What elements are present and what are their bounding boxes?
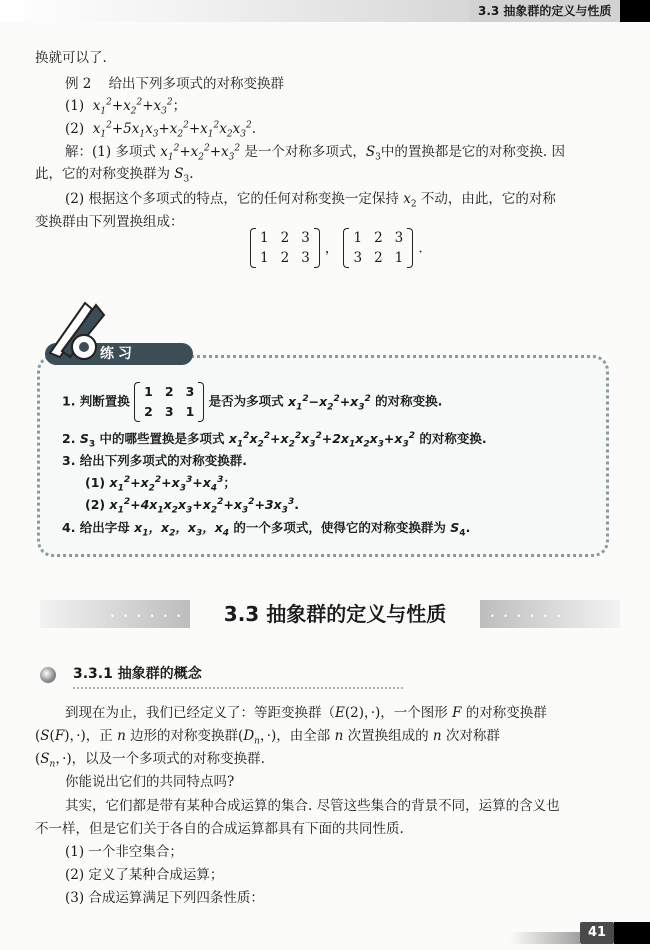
exercise-2: 2. $S_3$ 中的哪些置换是多项式 $x_1^2x_2^2+x_2^2x_3^2+2x_1x_2x_3+x_3^2$ 的对称变换. <box>62 430 487 450</box>
example-label: 例 2 <box>65 76 92 92</box>
example-item-2: (2) $x_1^2+5x_1x_3+x_2^2+x_1^2x_2x_3^2$. <box>65 120 256 140</box>
text: 是否为多项式 <box>208 393 284 409</box>
paragraph-1-line-3: ($S_n$，·)，以及一个多项式的对称变换群. <box>35 751 265 770</box>
text: 不动，由此，它的对称 <box>420 191 556 207</box>
text: 此，它的对称变换群为 <box>35 166 170 182</box>
example-2-heading <box>65 73 284 95</box>
formula: $x_1^2+x_2^2+x_3^3+x_4^3$ <box>109 474 224 494</box>
example-item-1: (1) $x_1^2+x_2^2+x_3^2$； <box>65 97 187 117</box>
header-gradient-bar <box>0 0 470 22</box>
property-list-item-2: (2) 定义了某种合成运算； <box>65 867 224 883</box>
text: 4. 给出字母 <box>62 520 130 535</box>
page-number: 41 <box>580 922 614 944</box>
exercise-3-item-2: (2) $x_1^2+4x_1x_2x_3+x_2^2+x_3^2+3x_3^3$. <box>85 496 299 516</box>
solution-line-1: 解：(1) 多项式 $x_1^2+x_2^2+x_3^2$ 是一个对称多项式，$S_3$中的置换都是它的对称变换. 因 <box>65 143 565 163</box>
property-list-item-1: (1) 一个非空集合； <box>65 844 183 860</box>
exercise-4: 4. 给出字母 $x_1$，$x_2$，$x_3$，$x_4$ 的一个多项式，使得它的对称变换群为 $S_4$. <box>62 520 471 539</box>
text: 的一个多项式，使得它的对称变换群为 <box>233 520 446 535</box>
symbol: S <box>174 166 184 182</box>
text: 中的置换都是它的对称变换. 因 <box>380 144 565 160</box>
paragraph-3-line-1: 其实，它们都是带有某种合成运算的集合. 尽管这些集合的背景不同，运算的含义也 <box>65 798 560 814</box>
exercise-3: 3. 给出下列多项式的对称变换群. <box>62 453 248 468</box>
paragraph-2: 你能说出它们的共同特点吗? <box>65 774 235 790</box>
formula: $x_1^2+5x_1x_3+x_2^2+x_1^2x_2x_3^2$ <box>92 120 252 140</box>
formula: $x_1^2+4x_1x_2x_3+x_2^2+x_3^2+3x_3^3$ <box>109 496 295 516</box>
formula: $x_1$，$x_2$，$x_3$，$x_4$ <box>134 520 230 539</box>
paragraph-1-line-1: 到现在为止，我们已经定义了：等距变换群（E(2)，·)，一个图形 F 的对称变换群 <box>65 705 547 721</box>
text: 的对称变换. <box>419 431 487 446</box>
formula: $x_1^2x_2^2+x_2^2x_3^2+2x_1x_2x_3+x_3^2$ <box>228 430 415 450</box>
text: (2) 根据这个多项式的特点，它的任何对称变换一定保持 <box>65 191 399 207</box>
continuation-line: 换就可以了. <box>35 50 107 66</box>
symbol: S <box>79 431 89 446</box>
subsection-title: 3.3.1 抽象群的概念 <box>73 666 202 682</box>
running-header <box>0 0 650 26</box>
text: 的对称变换. <box>375 393 443 409</box>
formula: $x_1^2+x_2^2+x_3^2$ <box>92 97 173 117</box>
subsection-divider <box>73 687 403 689</box>
exercise-3-item-1: (1) $x_1^2+x_2^2+x_3^3+x_4^3$； <box>85 474 236 494</box>
text: 1. 判断置换 <box>62 393 130 409</box>
text: 解：(1) 多项式 <box>65 144 156 160</box>
text: 是一个对称多项式， <box>244 144 366 160</box>
subsection-bullet-icon <box>40 667 56 683</box>
property-list-item-3: (3) 合成运算满足下列四条性质： <box>65 890 264 906</box>
symbol: S <box>365 144 376 160</box>
item-number: (2) <box>85 497 106 512</box>
text: 2. <box>62 431 76 446</box>
formula: $x_1^2-x_2^2+x_3^2$ <box>288 393 371 412</box>
symbol: x <box>403 191 411 207</box>
header-black-block <box>620 0 650 22</box>
page-number-shadow <box>510 932 580 944</box>
permutation-list: 1 2 3 1 2 3 ， 1 2 3 3 2 1 . <box>250 228 423 268</box>
text: 中的哪些置换是多项式 <box>99 431 225 446</box>
example-text: 给出下列多项式的对称变换群 <box>108 76 285 92</box>
permutation-matrix-2: 1 2 3 3 2 1 <box>343 228 413 268</box>
section-banner-right: • • • • • • <box>480 600 620 628</box>
solution-line-3: (2) 根据这个多项式的特点，它的任何对称变换一定保持 $x_2$ 不动，由此，它的对称 <box>65 191 556 210</box>
paragraph-3-line-2: 不一样，但是它们关于各自的合成运算都具有下面的共同性质. <box>35 821 404 837</box>
item-number: (1) <box>85 475 106 490</box>
permutation-matrix-1: 1 2 3 1 2 3 <box>250 228 320 268</box>
exercise-1-matrix: 1 2 3 2 3 1 <box>134 382 204 422</box>
section-banner-left: • • • • • • <box>40 600 190 628</box>
header-section-label: 3.3 抽象群的定义与性质 <box>470 0 620 22</box>
section-title: 3.3 抽象群的定义与性质 <box>223 602 447 626</box>
symbol: S <box>450 520 460 535</box>
formula: $x_1^2+x_2^2+x_3^2$ <box>160 143 241 163</box>
solution-line-4: 变换群由下列置换组成： <box>35 214 184 230</box>
item-number: (1) <box>65 98 85 114</box>
exercise-1 <box>62 382 442 422</box>
item-number: (2) <box>65 121 85 137</box>
footer-black-block <box>614 922 650 944</box>
paragraph-1-line-2: (S(F)，·)，正 n 边形的对称变换群($D_n$，·)，由全部 n 次置换组成的 n 次对称群 <box>35 728 500 747</box>
solution-line-2: 此，它的对称变换群为 $S_3$. <box>35 166 194 185</box>
exercise-title: 练习 <box>100 346 136 362</box>
